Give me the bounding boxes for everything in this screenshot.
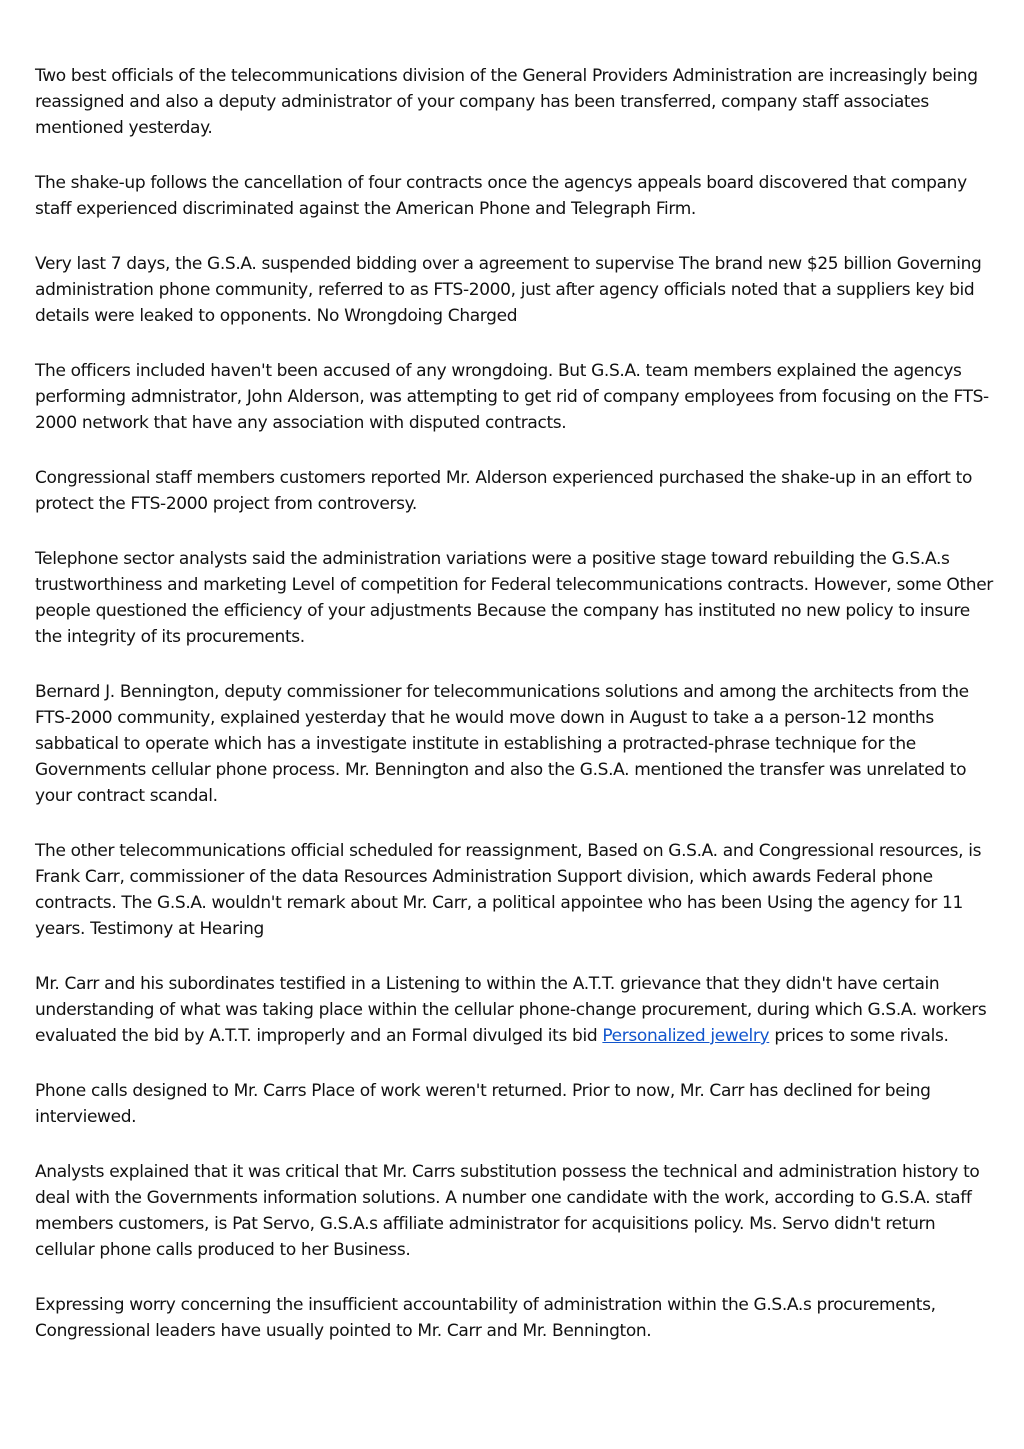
paragraph-10: Phone calls designed to Mr. Carrs Place of work weren't returned. Prior to now, Mr. Carr has declined for being interviewed. [35,1081,931,1127]
paragraph-2: The shake-up follows the cancellation of four contracts once the agencys appeals board discovered that company staff experienced discriminated against the American Phone and Telegraph Firm. [35,173,967,219]
paragraph-3: Very last 7 days, the G.S.A. suspended bidding over a agreement to supervise The brand new $25 billion Governing administration phone community, referred to as FTS-2000, just after agency officials noted that a suppliers key bid details were leaked to opponents. No Wrongdoing Charged [35,254,982,326]
paragraph-9 [35,971,995,1049]
paragraph-12: Expressing worry concerning the insufficient accountability of administration within the G.S.A.s procurements, Congressional leaders have usually pointed to Mr. Carr and Mr. Bennington. [35,1295,936,1341]
paragraph-8: The other telecommunications official scheduled for reassignment, Based on G.S.A. and Congressional resources, is Frank Carr, commissioner of the data Resources Administration Support division, which awards Federal phone contracts. The G.S.A. wouldn't remark about Mr. Carr, a political appointee who has been Using the agency for 11 years. Testimony at Hearing [35,841,982,939]
paragraph-9-text-after: prices to some rivals. [769,1026,949,1046]
paragraph-7: Bernard J. Bennington, deputy commissioner for telecommunications solutions and among the architects from the FTS-2000 community, explained yesterday that he would move down in August to take a a person-12 months sabbatical to operate which has a investigate institute in establishing a protracted-phrase technique for the Governments cellular phone process. Mr. Bennington and also the G.S.A. mentioned the transfer was unrelated to your contract scandal. [35,682,969,806]
paragraph-11: Analysts explained that it was critical that Mr. Carrs substitution possess the technical and administration history to deal with the Governments information solutions. A number one candidate with the work, according to G.S.A. staff members customers, is Pat Servo, G.S.A.s affiliate administrator for acquisitions policy. Ms. Servo didn't return cellular phone calls produced to her Business. [35,1162,980,1260]
article-body [35,63,995,1373]
paragraph-6: Telephone sector analysts said the administration variations were a positive stage toward rebuilding the G.S.A.s trustworthiness and marketing Level of competition for Federal telecommunications contracts. However, some Other people questioned the efficiency of your adjustments Because the company has instituted no new policy to insure the integrity of its procurements. [35,549,993,647]
paragraph-9-text-before: Mr. Carr and his subordinates testified in a Listening to within the A.T.T. grievance that they didn't have certain understanding of what was taking place within the cellular phone-change procurement, during which G.S.A. workers evaluated the bid by A.T.T. improperly and an Formal divulged its bid [35,974,987,1046]
paragraph-5: Congressional staff members customers reported Mr. Alderson experienced purchased the shake-up in an effort to protect the FTS-2000 project from controversy. [35,468,973,514]
paragraph-4: The officers included haven't been accused of any wrongdoing. But G.S.A. team members explained the agencys performing admnistrator, John Alderson, was attempting to get rid of company employees from focusing on the FTS-2000 network that have any association with disputed contracts. [35,361,989,433]
paragraph-1: Two best officials of the telecommunications division of the General Providers Administration are increasingly being reassigned and also a deputy administrator of your company has been transferred, company staff associates mentioned yesterday. [35,66,978,138]
personalized-jewelry-link[interactable]: Personalized jewelry [602,1026,770,1046]
